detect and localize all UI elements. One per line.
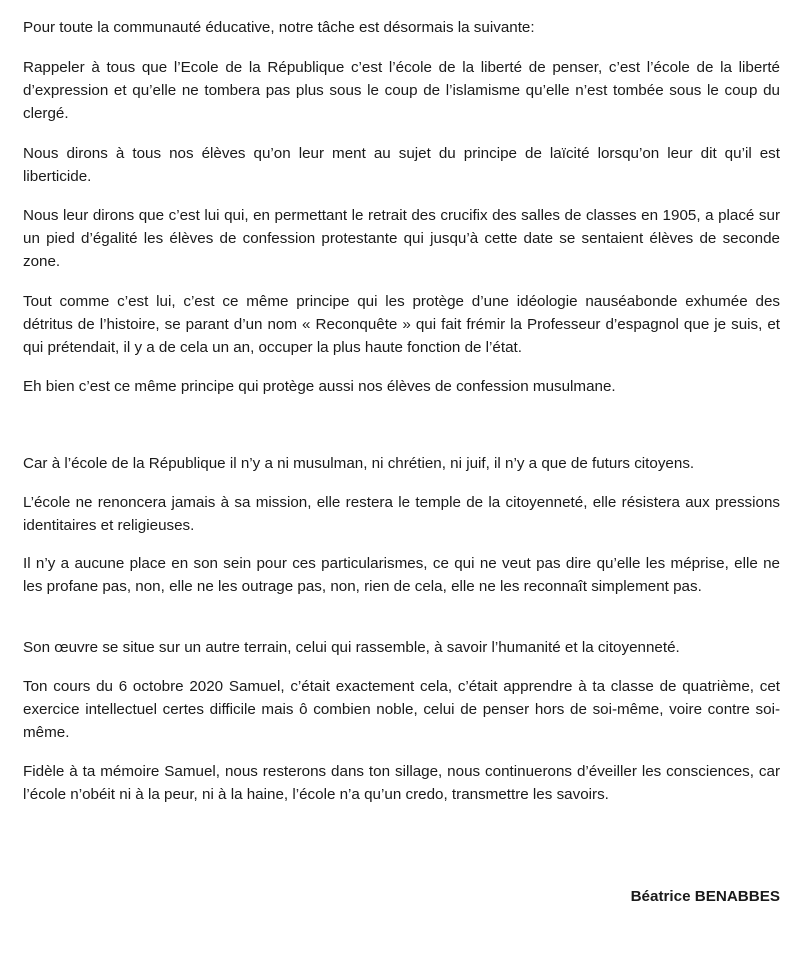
paragraph-republic-school: Rappeler à tous que l’Ecole de la République c’est l’école de la liberté de penser, c’est l’école de la liberté d’expression et qu’elle ne tombera pas plus sous le coup de l’islamisme qu’elle n’est tombée sous le coup du clergé. bbox=[23, 59, 780, 122]
paragraph-intro: Pour toute la communauté éducative, notre tâche est désormais la suivante: bbox=[23, 19, 535, 36]
signature: Béatrice BENABBES bbox=[630, 888, 780, 905]
paragraph-crucifix-1905: Nous leur dirons que c’est lui qui, en permettant le retrait des crucifix des salles de classes en 1905, a placé sur un pied d’égalité les élèves de confession protestante qui jusqu’à cette date se sentaient élèves de seconde zone. bbox=[23, 207, 780, 270]
paragraph-laicite-liberticide: Nous dirons à tous nos élèves qu’on leur ment au sujet du principe de laïcité lorsqu’on leur dit qu’il est liberticide. bbox=[23, 145, 780, 185]
paragraph-muslim-students: Eh bien c’est ce même principe qui protège aussi nos élèves de confession musulmane. bbox=[23, 378, 616, 395]
paragraph-samuel-memory: Fidèle à ta mémoire Samuel, nous resterons dans ton sillage, nous continuerons d’éveiller les consciences, car l’école n’obéit ni à la peur, ni à la haine, l’école n’a qu’un credo, transmettre les savoirs. bbox=[23, 763, 780, 803]
paragraph-school-mission: L’école ne renoncera jamais à sa mission, elle restera le temple de la citoyenneté, elle résistera aux pressions identitaires et religieuses. bbox=[23, 494, 780, 534]
paragraph-samuel-course: Ton cours du 6 octobre 2020 Samuel, c’était exactement cela, c’était apprendre à ta classe de quatrième, cet exercice intellectuel certes difficile mais ô combien noble, celui de penser hors de soi-même, voire contre soi-même. bbox=[23, 678, 780, 741]
paragraph-humanity-citizenship: Son œuvre se situe sur un autre terrain, celui qui rassemble, à savoir l’humanité et la citoyenneté. bbox=[23, 639, 680, 656]
paragraph-reconquete: Tout comme c’est lui, c’est ce même principe qui les protège d’une idéologie nauséabonde exhumée des détritus de l’histoire, se parant d’un nom « Reconquête » qui fait frémir la Professeur d’espagnol que je suis, et qui prétendait, il y a de cela un an, occuper la plus haute fonction de l’état. bbox=[23, 293, 780, 356]
paragraph-particularisms: Il n’y a aucune place en son sein pour ces particularismes, ce qui ne veut pas dire qu’elle les méprise, elle ne les profane pas, non, elle ne les outrage pas, non, rien de cela, elle ne les reconnaît simplement pas. bbox=[23, 555, 780, 595]
paragraph-future-citizens: Car à l’école de la République il n’y a ni musulman, ni chrétien, ni juif, il n’y a que de futurs citoyens. bbox=[23, 455, 695, 472]
